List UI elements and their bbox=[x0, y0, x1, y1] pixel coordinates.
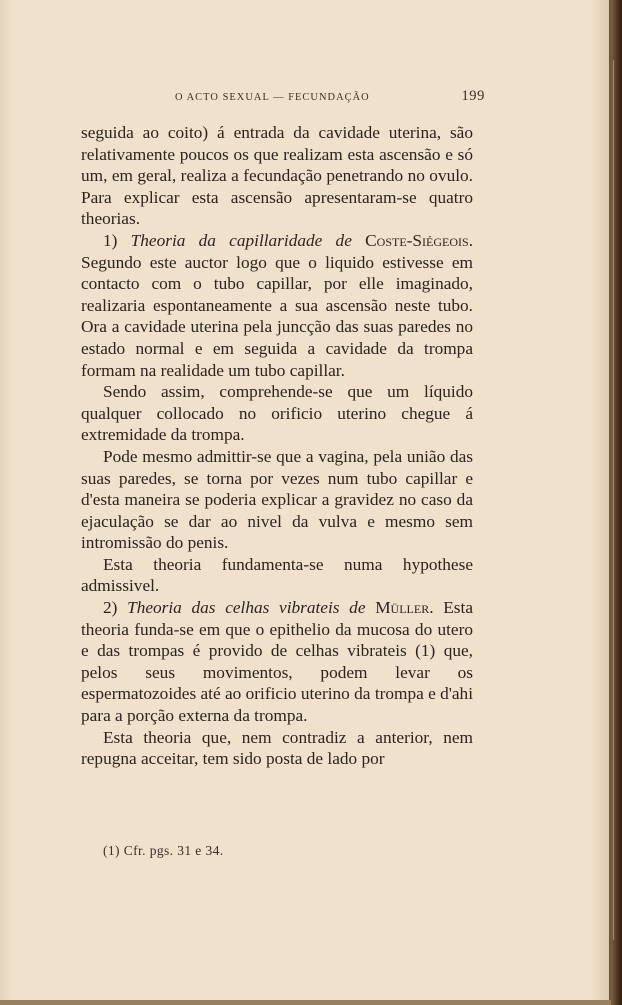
page-number: 199 bbox=[461, 88, 485, 104]
section-author-1: Coste-Siégeois. bbox=[365, 230, 474, 250]
paragraph-3: Sendo assim, comprehende-se que um líquido qualquer collocado no orificio uterino chegue á extremidade da trompa. bbox=[81, 382, 473, 445]
paragraph-6-text-b: que, pelos seus movimentos, podem levar os espermatozoides até ao orificio uterino da trompa e d'ahi para a porção externa da trompa. bbox=[81, 641, 473, 726]
paragraph-6 bbox=[81, 597, 473, 727]
section-author-2: Müller. bbox=[375, 598, 434, 618]
body-text bbox=[81, 122, 473, 770]
paragraph-2 bbox=[81, 230, 473, 381]
section-title-1: Theoria da capillaridade de bbox=[130, 230, 352, 250]
paragraph-1: seguida ao coito) á entrada da cavidade uterina, são relativamente poucos os que realizam esta ascensão e só um, em geral, realiza a fecundação penetrando no ovulo. Para explicar esta ascensão apresentaram-se quatro theorias. bbox=[81, 123, 473, 229]
edge-highlight bbox=[613, 60, 614, 940]
paragraph-7: Esta theoria que, nem contradiz a anterior, nem repugna acceitar, tem sido posta de lado por bbox=[81, 727, 473, 769]
paragraph-4: Pode mesmo admittir-se que a vagina, pela união das suas paredes, se torna por vezes num tubo capillar e d'esta maneira se poderia explicar a gravidez no caso da ejaculação se dar ao nivel da vulva e mesmo sem intromissão do penis. bbox=[81, 446, 473, 553]
paragraph-6-text-a: Esta theoria funda-se em que o epithelio da mucosa do utero e das trompas é provido de celhas vibrateis bbox=[81, 598, 473, 661]
running-header bbox=[175, 88, 485, 108]
section-number-2: 2) bbox=[103, 598, 118, 618]
paragraph-2-text: Segundo este auctor logo que o liquido estivesse em contacto com o tubo capillar, por elle imaginado, realizaria espontaneamente a sua ascensão neste tubo. Ora a cavidade uterina pela juncção das suas paredes no estado normal e em seguida a cavidade da trompa formam na realidade um tubo capillar. bbox=[81, 252, 473, 380]
footnote: (1) Cfr. pgs. 31 e 34. bbox=[103, 843, 224, 858]
running-title: O ACTO SEXUAL — FECUNDAÇÃO bbox=[175, 92, 370, 103]
paragraph-5: Esta theoria fundamenta-se numa hypothese admissivel. bbox=[81, 554, 473, 596]
section-number-1: 1) bbox=[103, 230, 118, 250]
footnote-ref: (1) bbox=[415, 641, 436, 661]
section-title-2: Theoria das celhas vibrateis de bbox=[127, 598, 366, 618]
